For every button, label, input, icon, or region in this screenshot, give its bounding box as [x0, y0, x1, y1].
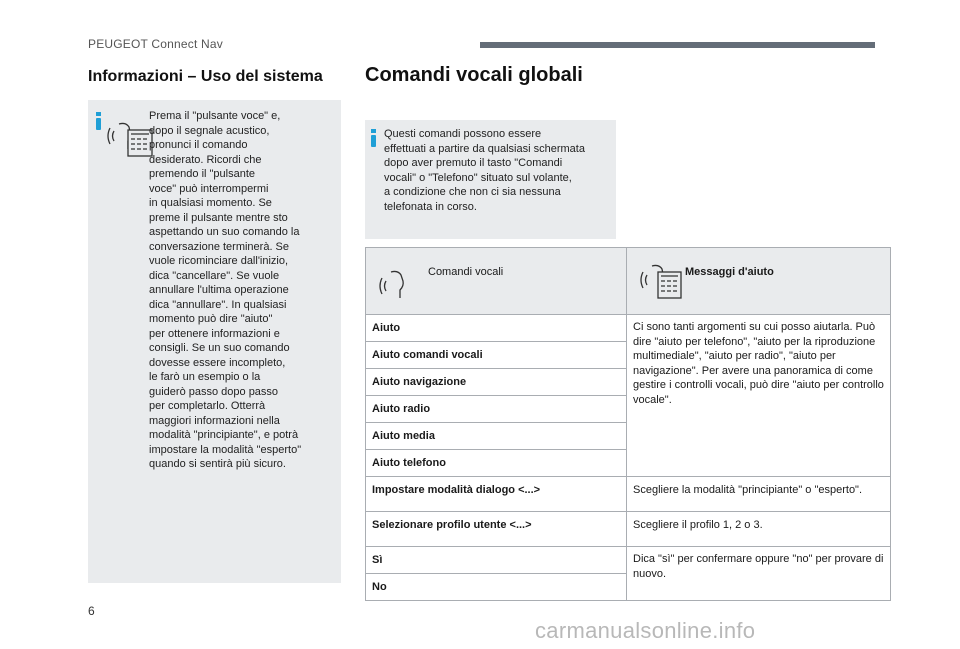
- command-cell: Aiuto telefono: [366, 450, 627, 477]
- voice-commands-table: [365, 247, 891, 601]
- brand-label: PEUGEOT Connect Nav: [88, 37, 223, 51]
- help-message-cell: Ci sono tanti argomenti su cui posso aiutarla. Può dire "aiuto per telefono", "aiuto per la riproduzione multimediale", "aiuto per radio", "aiuto per navigazione". Per avere una panoramica di come gestire i controlli vocali, può dire "aiuto per controllo vocale".: [627, 315, 891, 477]
- header-commands-label: Comandi vocali: [428, 266, 504, 278]
- section-title-right: Comandi vocali globali: [365, 64, 583, 86]
- command-cell: Aiuto radio: [366, 396, 627, 423]
- header-bar: [480, 42, 875, 48]
- table-row: [366, 315, 891, 342]
- help-message-cell: Scegliere la modalità "principiante" o "esperto".: [627, 477, 891, 512]
- command-cell: Aiuto navigazione: [366, 369, 627, 396]
- header-help-label: Messaggi d'aiuto: [685, 266, 774, 278]
- voice-keypad-icon: [639, 258, 683, 306]
- section-title-left: Informazioni – Uso del sistema: [88, 68, 323, 85]
- voice-command-icon: [378, 258, 418, 302]
- command-cell: Selezionare profilo utente <...>: [366, 512, 627, 547]
- table-row: [366, 512, 891, 547]
- table-row: [366, 547, 891, 574]
- page-number: 6: [88, 604, 95, 618]
- info-icon-dot: [96, 112, 101, 116]
- watermark: carmanualsonline.info: [535, 618, 756, 643]
- help-message-cell: Dica "sì" per confermare oppure "no" per provare di nuovo.: [627, 547, 891, 601]
- table-header-row: [366, 248, 891, 315]
- voice-keypad-icon: [106, 114, 154, 162]
- command-cell: Sì: [366, 547, 627, 574]
- help-message-cell: Scegliere il profilo 1, 2 o 3.: [627, 512, 891, 547]
- info-box-usage: [88, 100, 341, 583]
- table-row: [366, 477, 891, 512]
- info-icon: [371, 135, 376, 147]
- command-cell: Aiuto media: [366, 423, 627, 450]
- command-cell: Aiuto comandi vocali: [366, 342, 627, 369]
- command-cell: Impostare modalità dialogo <...>: [366, 477, 627, 512]
- command-cell: No: [366, 574, 627, 601]
- info-box-global-commands: [365, 120, 616, 239]
- header-cell-help: [627, 248, 891, 315]
- header-cell-commands: [366, 248, 627, 315]
- command-cell: Aiuto: [366, 315, 627, 342]
- info-icon-dot: [371, 129, 376, 133]
- info-icon: [96, 118, 101, 130]
- info-text-usage: Prema il "pulsante voce" e, dopo il segnale acustico, pronunci il comando desiderato. Ricordi che premendo il "pulsante voce" può interrompermi in qualsiasi momento. Se preme il pulsante mentre sto aspettando un suo comando la conversazione terminerà. Se vuole ricominciare dall'inizio, dica "cancellare". Se vuole annullare l'ultima operazione dica "annullare". In qualsiasi momento può dire "aiuto" per ottenere informazioni e consigli. Se un suo comando dovesse essere incompleto, le farò un esempio o la guiderò passo dopo passo per completarlo. Otterrà maggiori informazioni nella modalità "principiante", e potrà impostare la modalità "esperto" quando si sentirà più sicuro.: [149, 110, 302, 470]
- info-text-global-commands: Questi comandi possono essere effettuati a partire da qualsiasi schermata dopo aver premuto il tasto "Comandi vocali" o "Telefono" situato sul volante, a condizione che non ci sia nessuna telefonata in corso.: [384, 128, 585, 213]
